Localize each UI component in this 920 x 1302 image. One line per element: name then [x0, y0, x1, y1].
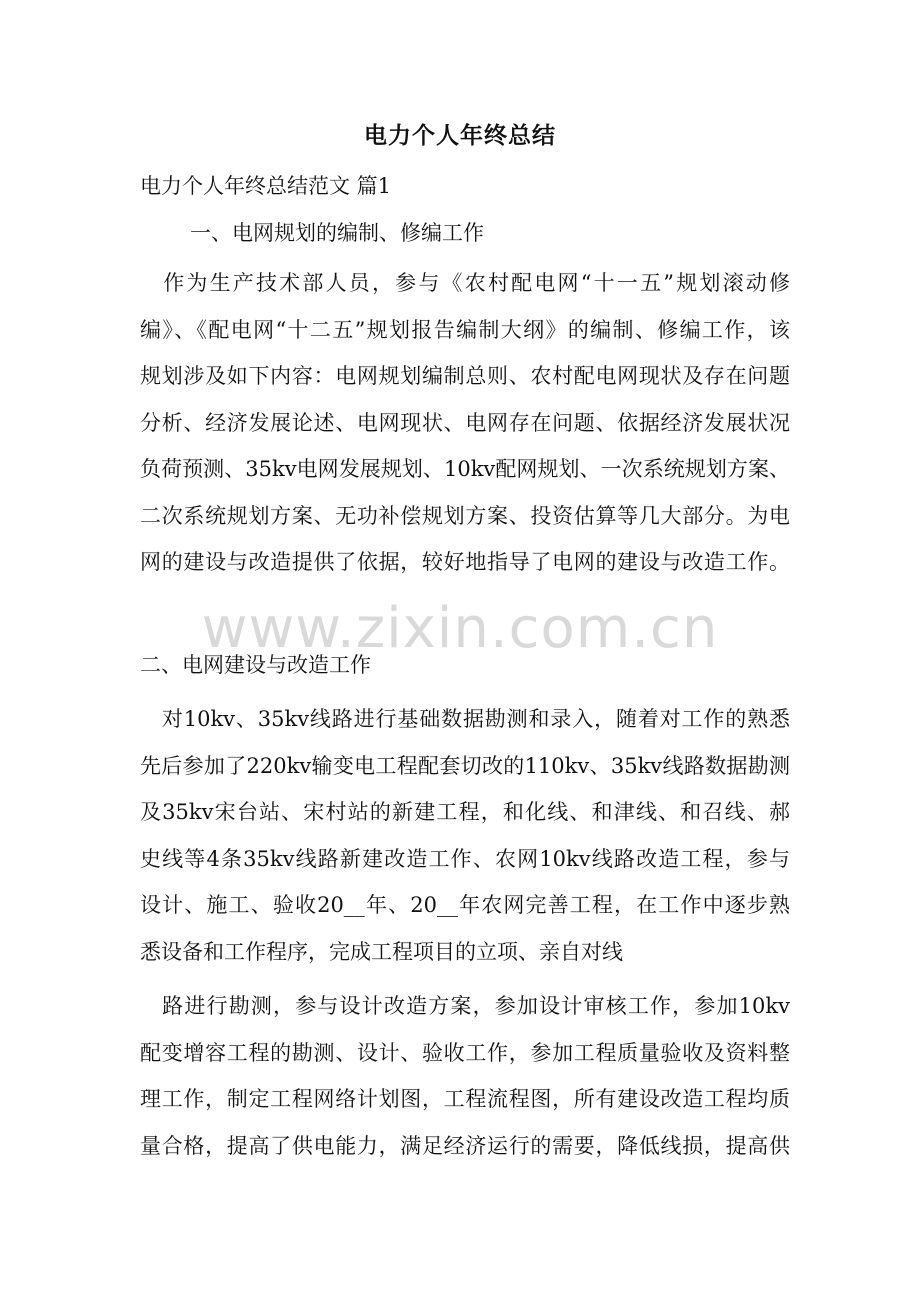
paragraph-line: 史线等4条35kv线路新建改造工作、农网10kv线路改造工程，参与: [140, 846, 790, 871]
paragraph-line: 负荷预测、35kv电网发展规划、10kv配网规划、一次系统规划方案、: [140, 457, 790, 481]
paragraph-line: 二次系统规划方案、无功补偿规划方案、投资估算等几大部分。为电: [140, 503, 790, 528]
paragraph-3: [140, 983, 790, 1169]
paragraph-1: [140, 260, 790, 586]
paragraph-line: 网的建设与改造提供了依据，较好地指导了电网的建设与改造工作。: [140, 550, 790, 574]
paragraph-line: 理工作，制定工程网络计划图，工程流程图，所有建设改造工程均质: [140, 1087, 790, 1111]
section-heading-1: 一、电网规划的编制、修编工作: [190, 221, 484, 245]
paragraph-line: 先后参加了220kv输变电工程配套切改的110kv、35kv线路数据勘测: [140, 753, 790, 778]
paragraph-line: 对10kv、35kv线路进行基础数据勘测和录入，随着对工作的熟悉: [140, 707, 790, 731]
paragraph-line: 悉设备和工作程序，完成工程项目的立项、亲自对线: [140, 939, 623, 964]
section-heading-2: 二、电网建设与改造工作: [140, 653, 371, 677]
paragraph-line: 设计、施工、验收20__年、20__年农网完善工程，在工作中逐步熟: [140, 893, 790, 917]
paragraph-2: [140, 696, 790, 975]
document-title: 电力个人年终总结: [364, 122, 556, 149]
paragraph-line: 路进行勘测，参与设计改造方案，参加设计审核工作，参加10kv: [140, 994, 790, 1018]
paragraph-line: 规划涉及如下内容：电网规划编制总则、农村配电网现状及存在问题: [140, 364, 790, 388]
paragraph-line: 编》、《配电网“十二五”规划报告编制大纲》的编制、修编工作，该: [140, 317, 790, 342]
document-subtitle: 电力个人年终总结范文 篇1: [140, 174, 392, 198]
paragraph-line: 及35kv宋台站、宋村站的新建工程，和化线、和津线、和召线、郝: [140, 800, 790, 824]
paragraph-line: 作为生产技术部人员，参与《农村配电网“十一五”规划滚动修: [140, 271, 790, 295]
paragraph-line: 量合格，提高了供电能力，满足经济运行的需要，降低线损，提高供: [140, 1133, 790, 1158]
paragraph-line: 分析、经济发展论述、电网现状、电网存在问题、依据经济发展状况: [140, 410, 790, 435]
paragraph-line: 配变增容工程的勘测、设计、验收工作，参加工程质量验收及资料整: [140, 1040, 790, 1065]
watermark: www.zixin.com.cn: [201, 596, 719, 661]
